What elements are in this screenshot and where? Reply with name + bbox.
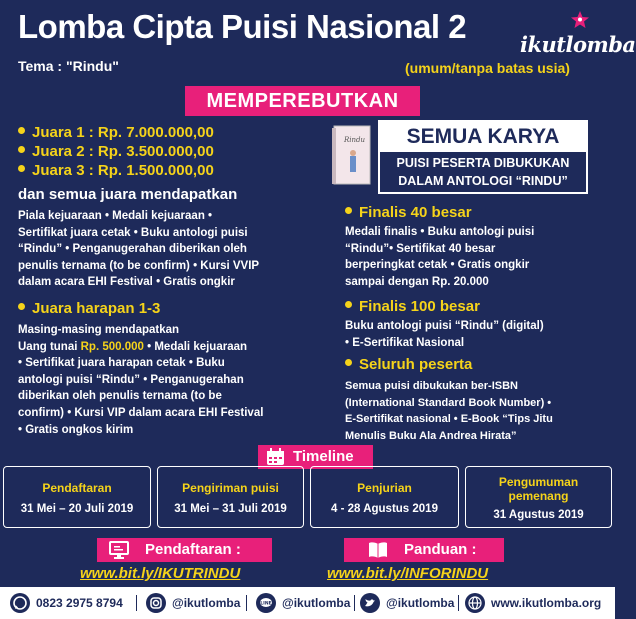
calendar-icon [266,448,285,466]
finalis100-line: Buku antologi puisi “Rindu” (digital) [345,320,544,332]
timeline-date: 31 Mei – 31 Juli 2019 [174,503,287,515]
finalis40-line: sampai dengan Rp. 20.000 [345,275,489,288]
star-person-icon [568,10,592,32]
finalis40-line: berperingkat cetak • Gratis ongkir [345,259,530,272]
harapan-line: • Gratis ongkos kirim [18,423,134,436]
svg-text:LINE: LINE [260,601,272,607]
peserta-list [345,378,613,444]
book-open-icon [368,541,388,559]
divider [354,595,355,611]
theme-text: Tema : "Rindu" [18,58,119,74]
harapan-line: antologi puisi “Rindu” • Penganugerahan [18,373,244,386]
timeline-pengumuman [465,466,612,528]
peserta-line: Semua puisi dibukukan ber-ISBN [345,380,518,392]
harapan-text: Uang tunai [18,340,81,353]
prize-1-text: Juara 1 : Rp. 7.000.000,00 [32,124,214,141]
timeline-title: Pengumuman [498,475,579,489]
bullet-icon [18,127,25,134]
prize-3-text: Juara 3 : Rp. 1.500.000,00 [32,162,214,179]
antology-book-image [330,124,372,186]
footer-twitter[interactable] [360,587,454,619]
prize-2-text: Juara 2 : Rp. 3.500.000,00 [32,143,214,160]
harapan-text: • Medali kejuaraan [143,340,248,353]
page-title: Lomba Cipta Puisi Nasional 2 [18,8,467,45]
book-title: Rindu [344,136,366,144]
semua-karya-box [378,120,588,194]
timeline-date: 4 - 28 Agustus 2019 [331,503,438,515]
whatsapp-icon [10,593,30,613]
pendaftaran-link[interactable]: www.bit.ly/IKUTRINDU [80,565,241,582]
pendaftaran-badge [97,538,272,562]
harapan-heading [18,300,160,317]
bullet-icon [345,301,352,308]
winners-list [18,208,323,291]
whatsapp-number: 0823 2975 8794 [36,596,123,610]
panduan-label: Panduan : [404,541,477,558]
harapan-amount: Rp. 500.000 [80,340,144,353]
panduan-badge [344,538,504,562]
timeline-label: Timeline [293,448,354,465]
footer-whatsapp[interactable] [10,587,123,619]
prize-1 [18,124,214,141]
audience-text: (umum/tanpa batas usia) [405,60,570,76]
peserta-line: (International Standard Book Number) • [345,396,552,409]
winners-line: dalam acara EHI Festival • Gratis ongkir [18,276,235,289]
logo-text: ikutlomba [520,32,636,57]
winners-heading: dan semua juara mendapatkan [18,186,238,203]
timeline-date: 31 Mei – 20 Juli 2019 [20,503,134,515]
winners-line: “Rindu” • Penganugerahan diberikan oleh [18,243,247,256]
footer-line[interactable] [256,587,350,619]
winners-line: Piala kejuaraan • Medali kejuaraan • [18,210,213,222]
globe-icon [465,593,485,613]
peserta-line: E-Sertifikat nasional • E-Book “Tips Jitu [345,413,553,426]
timeline-title: pemenang [508,489,569,503]
finalis100-line: • E-Sertifikat Nasional [345,336,465,349]
timeline-date: 31 Agustus 2019 [493,509,584,521]
bullet-icon [345,359,352,366]
harapan-line: diberikan oleh penulis ternama (to be [18,390,222,403]
bullet-icon [18,165,25,172]
twitter-icon [360,593,380,613]
finalis40-list [345,224,610,290]
line-icon [256,593,276,613]
divider [136,595,137,611]
harapan-list [18,322,328,438]
timeline-pengiriman [157,466,304,528]
prize-2 [18,143,214,160]
bullet-icon [18,303,25,310]
finalis40-heading-text: Finalis 40 besar [359,204,472,221]
timeline-pendaftaran [3,466,151,528]
harapan-line: confirm) • Kursi VIP dalam acara EHI Festival [18,406,264,419]
website-url: www.ikutlomba.org [491,596,602,610]
divider [458,595,459,611]
twitter-handle: @ikutlomba [386,596,455,610]
bullet-icon [345,207,352,214]
monitor-icon [109,541,129,559]
memperebutkan-banner: MEMPEREBUTKAN [185,86,420,116]
peserta-heading-text: Seluruh peserta [359,356,473,373]
winners-line: penulis ternama (to be confirm) • Kursi VVIP [18,259,260,272]
finalis100-list [345,318,610,351]
instagram-icon [146,593,166,613]
pendaftaran-label: Pendaftaran : [145,541,241,558]
peserta-line: Menulis Buku Ala Andrea Hirata” [345,429,517,442]
semua-karya-title: SEMUA KARYA [380,122,586,152]
timeline-title: Penjurian [357,481,412,495]
book-icon [330,124,372,186]
ikutlomba-logo [520,10,636,60]
finalis100-heading [345,298,480,315]
karya-line-1: PUISI PESERTA DIBUKUKAN [396,156,570,170]
peserta-heading [345,356,472,373]
bullet-icon [18,146,25,153]
prize-3 [18,162,214,179]
contact-footer [0,587,615,619]
harapan-line: Masing-masing mendapatkan [18,324,180,336]
harapan-line: • Sertifikat juara harapan cetak • Buku [18,357,225,370]
timeline-penjurian [310,466,459,528]
footer-website[interactable] [465,587,601,619]
footer-instagram[interactable] [146,587,240,619]
panduan-link[interactable]: www.bit.ly/INFORINDU [327,565,489,582]
finalis40-line: “Rindu”• Sertifikat 40 besar [345,242,496,255]
harapan-line [18,339,328,356]
harapan-heading-text: Juara harapan 1-3 [32,300,161,317]
finalis40-heading [345,204,472,221]
timeline-title: Pendaftaran [42,481,112,495]
timeline-title: Pengiriman puisi [182,481,279,495]
divider [246,595,247,611]
finalis100-heading-text: Finalis 100 besar [359,298,480,315]
line-handle: @ikutlomba [282,596,351,610]
instagram-handle: @ikutlomba [172,596,241,610]
karya-line-2: DALAM ANTOLOGI “RINDU” [398,174,568,188]
winners-line: Sertifikat juara cetak • Buku antologi puisi [18,226,248,239]
finalis40-line: Medali finalis • Buku antologi puisi [345,226,535,238]
